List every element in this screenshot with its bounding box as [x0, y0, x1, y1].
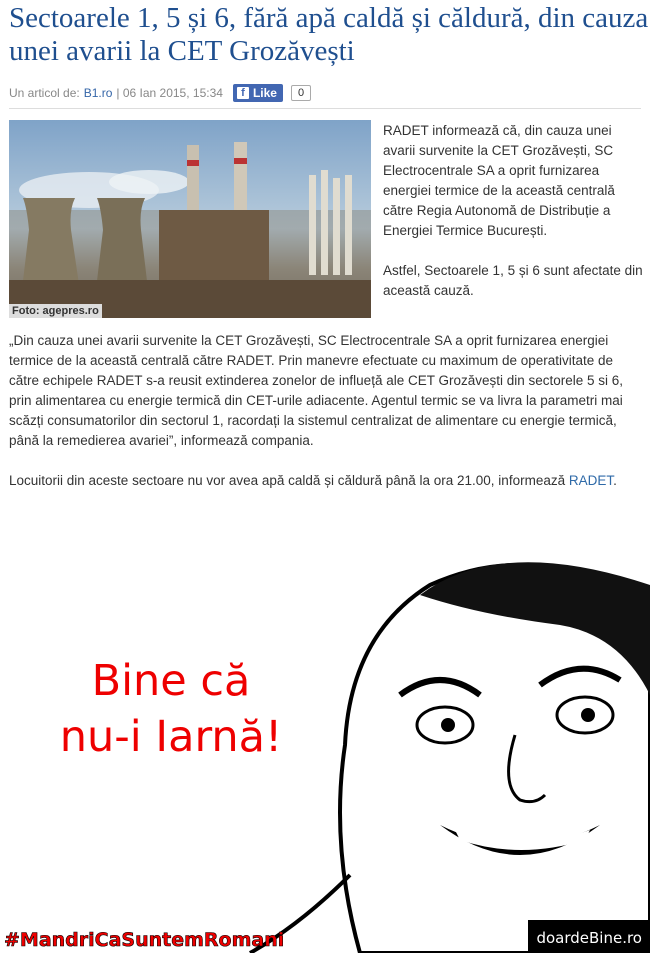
quote-paragraph: „Din cauza unei avarii survenite la CET Grozăvești, SC Electrocentrale SA a oprit furnizarea energiei termice de la această centrală către RADET. Prin manevre efectuate cu maximum de operativitate de către echipele RADET s-a reusit extinderea zonelor de influeță ale CET Grozăvești din sectorele 5 si 6, prin alimentarea cu energie termică din CET-urile adiacente. Agentul termic se va livra la parametri mai scăzți consumatorilor din sectorul 1, racordați la sistemul centralizat de alimentare cu energie termică, până la remedierea avariei”, informează compania. [9, 333, 624, 448]
intro-text [383, 121, 645, 321]
intro-paragraph-1: RADET informează că, din cauza unei avarii survenite la CET Grozăvești, SC Electrocentrale SA a oprit furnizarea energiei termice de la această centrală către Regia Autonomă de Distribuție a Energiei Termice București. [383, 123, 615, 238]
meme-image [0, 545, 650, 953]
facebook-like-button[interactable] [233, 84, 283, 102]
meme-caption-line-2: nu-i Iarnă! [59, 712, 283, 762]
meme-caption [56, 653, 286, 765]
article-title: Sectoarele 1, 5 și 6, fără apă caldă și căldură, din cauza unei avarii la CET Grozăvești [9, 2, 649, 67]
like-count: 0 [291, 85, 311, 101]
closing-paragraph [9, 471, 644, 491]
hashtag: #MandriCaSuntemRomani [4, 929, 285, 951]
closing-end: . [613, 473, 617, 488]
article-body [9, 331, 644, 511]
author-link[interactable]: B1.ro [83, 86, 113, 100]
facebook-icon: f [237, 87, 249, 99]
meta-prefix: Un articol de: [9, 86, 80, 100]
intro-paragraph-2: Astfel, Sectoarele 1, 5 și 6 sunt afectate din această cauză. [383, 263, 643, 298]
watermark: doardeBine.ro [536, 929, 642, 947]
divider [9, 108, 641, 109]
photo-caption: Foto: agepres.ro [9, 304, 102, 318]
radet-link[interactable]: RADET [568, 473, 614, 488]
power-plant-image [9, 120, 371, 318]
article-date: | 06 Ian 2015, 15:34 [116, 86, 223, 100]
closing-text: Locuitorii din aceste sectoare nu vor avea apă caldă și căldură până la ora 21.00, informează [9, 473, 569, 488]
like-label: Like [252, 86, 277, 100]
meme-caption-line-1: Bine că [91, 656, 251, 706]
article-photo [9, 120, 371, 318]
article-meta [9, 84, 311, 102]
